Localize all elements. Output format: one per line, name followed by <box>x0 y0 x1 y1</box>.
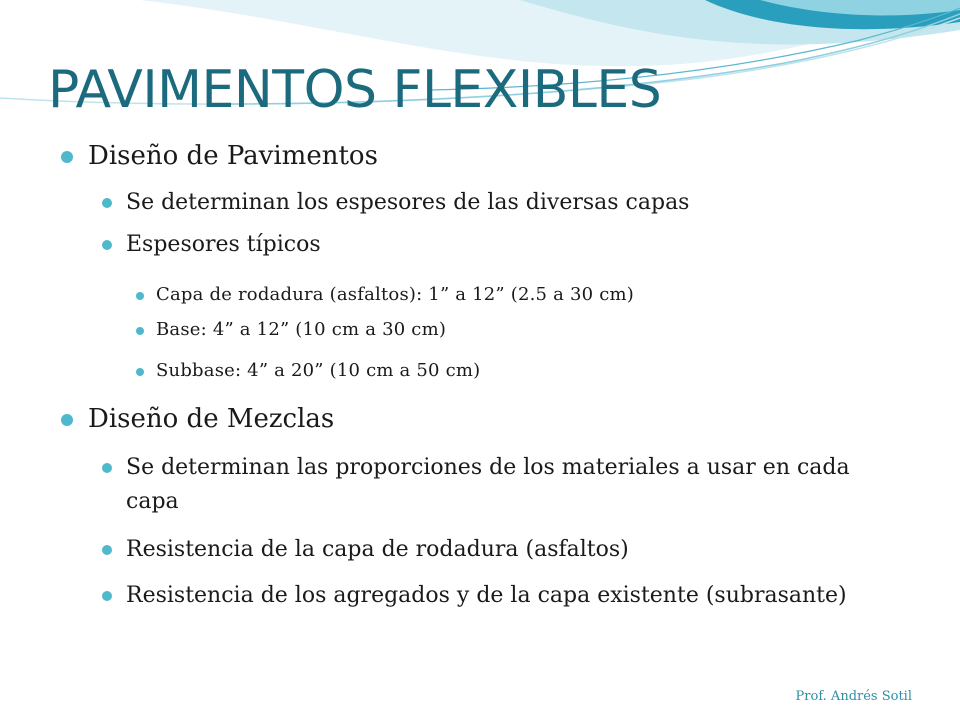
bullet-text: Se determinan los espesores de las diversas capas <box>126 190 690 215</box>
bullet-text: Capa de rodadura (asfaltos): 1” a 12” (2.5 a 30 cm) <box>156 284 634 305</box>
bullet-text: Resistencia de los agregados y de la capa existente (subrasante) <box>126 583 847 608</box>
bullet-espesores-capas <box>126 186 916 220</box>
bullet-dot-icon <box>102 591 112 601</box>
bullet-text: Diseño de Pavimentos <box>88 141 378 171</box>
bullet-dot-icon <box>136 327 144 335</box>
bullet-text: Base: 4” a 12” (10 cm a 30 cm) <box>156 319 447 340</box>
bullet-dot-icon <box>136 368 144 376</box>
bullet-dot-icon <box>61 414 73 426</box>
bullet-subbase <box>156 357 916 385</box>
bullet-resistencia-agregados <box>126 579 901 613</box>
bullet-text: Resistencia de la capa de rodadura (asfaltos) <box>126 537 629 562</box>
bullet-diseno-pavimentos <box>88 138 928 174</box>
bullet-text: Se determinan las proporciones de los materiales a usar en cada capa <box>126 455 850 514</box>
bullet-capa-rodadura <box>156 281 916 309</box>
bullet-dot-icon <box>136 292 144 300</box>
bullet-dot-icon <box>61 151 73 163</box>
bullet-espesores-tipicos <box>126 228 916 262</box>
footer-author: Prof. Andrés Sotil <box>795 689 912 704</box>
bullet-proporciones-materiales <box>126 451 901 519</box>
bullet-text: Subbase: 4” a 20” (10 cm a 50 cm) <box>156 360 481 381</box>
bullet-dot-icon <box>102 240 112 250</box>
bullet-dot-icon <box>102 545 112 555</box>
bullet-text: Espesores típicos <box>126 232 321 257</box>
bullet-dot-icon <box>102 463 112 473</box>
bullet-dot-icon <box>102 198 112 208</box>
slide-title: PAVIMENTOS FLEXIBLES <box>48 60 662 120</box>
bullet-text: Diseño de Mezclas <box>88 404 335 434</box>
bullet-diseno-mezclas <box>88 401 928 437</box>
bullet-resistencia-rodadura <box>126 533 916 567</box>
bullet-base <box>156 316 916 344</box>
